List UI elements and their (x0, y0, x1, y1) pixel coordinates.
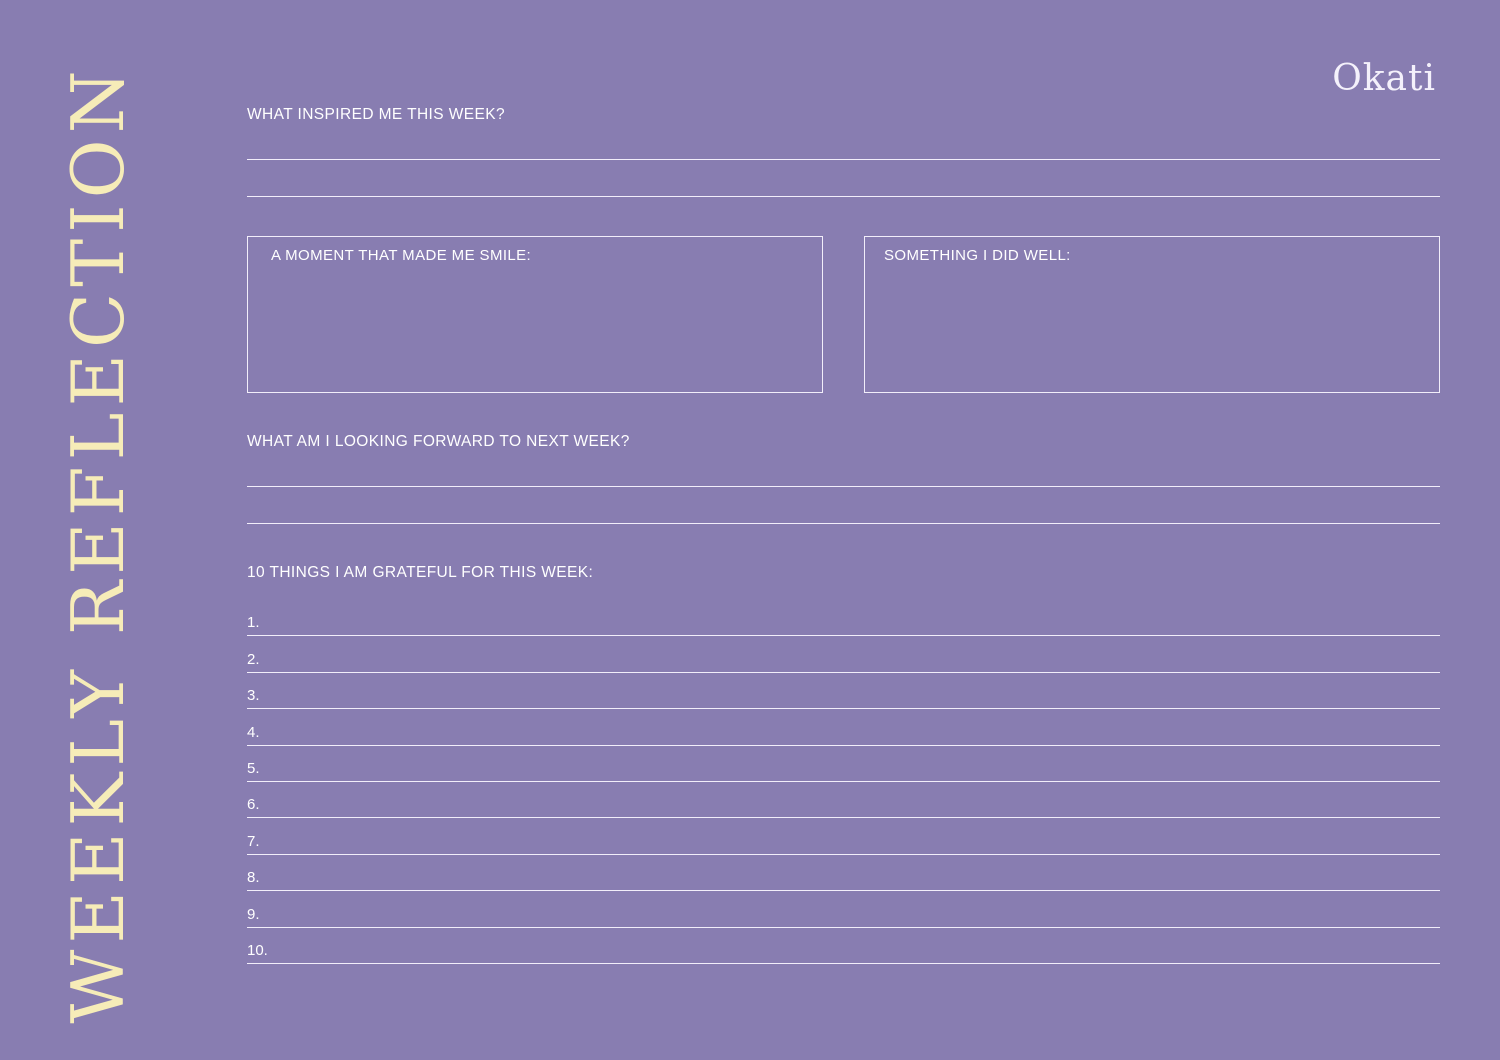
inspired-line-1[interactable] (247, 159, 1440, 160)
grateful-row-number: 5. (247, 759, 260, 777)
grateful-row-number: 8. (247, 869, 260, 887)
forward-label: WHAT AM I LOOKING FORWARD TO NEXT WEEK? (247, 433, 630, 450)
page-title: WEEKLY REFLECTION (56, 64, 140, 1024)
inspired-label: WHAT INSPIRED ME THIS WEEK? (247, 106, 505, 123)
grateful-label: 10 THINGS I AM GRATEFUL FOR THIS WEEK: (247, 564, 594, 581)
grateful-row[interactable] (247, 855, 1440, 891)
brand-logo: Okati (1332, 58, 1436, 99)
did-well-box-label: SOMETHING I DID WELL: (884, 247, 1071, 264)
grateful-row[interactable] (247, 600, 1440, 636)
grateful-row-number: 9. (247, 905, 260, 923)
smile-box[interactable] (247, 236, 823, 393)
grateful-row[interactable] (247, 636, 1440, 672)
grateful-row-number: 7. (247, 832, 260, 850)
grateful-row-number: 6. (247, 796, 260, 814)
grateful-row[interactable] (247, 782, 1440, 818)
grateful-row[interactable] (247, 928, 1440, 964)
smile-box-label: A MOMENT THAT MADE ME SMILE: (271, 247, 532, 264)
grateful-row-number: 10. (247, 941, 268, 959)
grateful-row[interactable] (247, 818, 1440, 854)
grateful-row[interactable] (247, 673, 1440, 709)
grateful-row-number: 4. (247, 723, 260, 741)
grateful-row[interactable] (247, 746, 1440, 782)
grateful-row[interactable] (247, 709, 1440, 745)
forward-line-2[interactable] (247, 523, 1440, 524)
grateful-row-number: 2. (247, 650, 260, 668)
forward-line-1[interactable] (247, 486, 1440, 487)
grateful-row-number: 3. (247, 687, 260, 705)
grateful-row-number: 1. (247, 614, 260, 632)
did-well-box[interactable] (864, 236, 1440, 393)
grateful-list (247, 600, 1440, 964)
inspired-line-2[interactable] (247, 196, 1440, 197)
grateful-row[interactable] (247, 891, 1440, 927)
